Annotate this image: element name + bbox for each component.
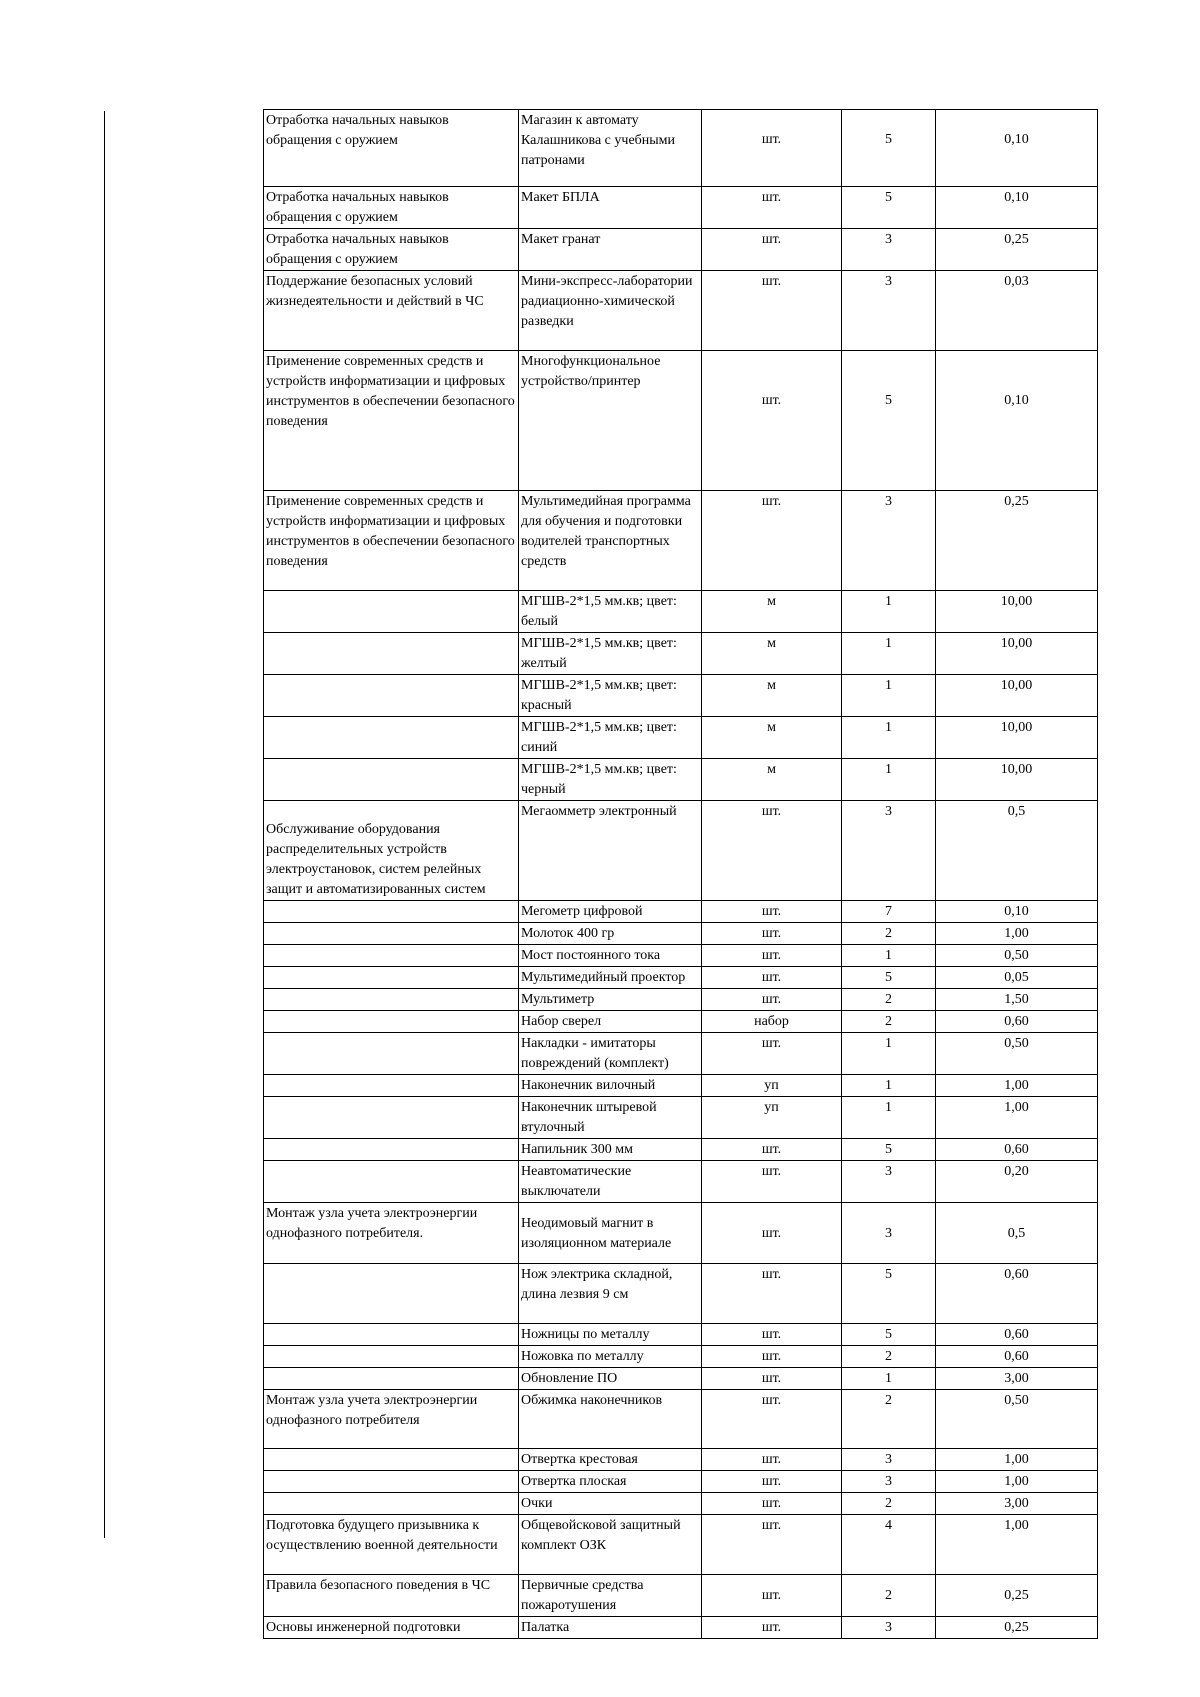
coefficient-cell: 10,00 (936, 633, 1098, 675)
coefficient-cell: 0,10 (936, 187, 1098, 229)
unit-cell: шт. (702, 351, 842, 491)
table-row (264, 633, 1098, 675)
table-row (264, 923, 1098, 945)
item-name-cell: Общевойсковой защитный комплект ОЗК (519, 1515, 702, 1575)
unit-cell: шт. (702, 901, 842, 923)
coefficient-cell: 0,50 (936, 1033, 1098, 1075)
table-row (264, 591, 1098, 633)
item-name-cell: Неодимовый магнит в изоляционном материале (519, 1203, 702, 1264)
table-row (264, 1390, 1098, 1449)
unit-cell: шт. (702, 1493, 842, 1515)
unit-cell: шт. (702, 1390, 842, 1449)
quantity-cell: 3 (842, 1203, 936, 1264)
unit-cell: м (702, 759, 842, 801)
coefficient-cell: 0,03 (936, 271, 1098, 351)
quantity-cell: 2 (842, 1011, 936, 1033)
table-row (264, 801, 1098, 901)
item-name-cell: Мультимедийный проектор (519, 967, 702, 989)
table-row (264, 1324, 1098, 1346)
section-cell (264, 1139, 519, 1161)
unit-cell: м (702, 633, 842, 675)
table-row (264, 1161, 1098, 1203)
quantity-cell: 3 (842, 1617, 936, 1639)
section-cell (264, 1368, 519, 1390)
page-margin-rule (104, 111, 105, 1538)
quantity-cell: 5 (842, 351, 936, 491)
section-cell (264, 1161, 519, 1203)
section-cell (264, 633, 519, 675)
table-row (264, 1575, 1098, 1617)
coefficient-cell: 0,60 (936, 1139, 1098, 1161)
coefficient-cell: 0,25 (936, 1575, 1098, 1617)
section-cell: Отработка начальных навыков обращения с оружием (264, 229, 519, 271)
section-cell: Отработка начальных навыков обращения с оружием (264, 110, 519, 187)
table-row (264, 1075, 1098, 1097)
quantity-cell: 5 (842, 110, 936, 187)
quantity-cell: 1 (842, 945, 936, 967)
unit-cell: шт. (702, 945, 842, 967)
item-name-cell: Ножницы по металлу (519, 1324, 702, 1346)
coefficient-cell: 3,00 (936, 1493, 1098, 1515)
item-name-cell: Макет БПЛА (519, 187, 702, 229)
coefficient-cell: 0,50 (936, 945, 1098, 967)
table-row (264, 1617, 1098, 1639)
unit-cell: м (702, 675, 842, 717)
item-name-cell: Отвертка плоская (519, 1471, 702, 1493)
section-cell (264, 945, 519, 967)
table-row (264, 491, 1098, 591)
unit-cell: шт. (702, 1324, 842, 1346)
coefficient-cell: 1,50 (936, 989, 1098, 1011)
item-name-cell: Мультиметр (519, 989, 702, 1011)
item-name-cell: Первичные средства пожаротушения (519, 1575, 702, 1617)
coefficient-cell: 1,00 (936, 1075, 1098, 1097)
section-cell (264, 901, 519, 923)
section-cell (264, 923, 519, 945)
section-cell (264, 1011, 519, 1033)
coefficient-cell: 0,60 (936, 1324, 1098, 1346)
item-name-cell: Мини-экспресс-лаборатории радиационно-химической разведки (519, 271, 702, 351)
item-name-cell: Молоток 400 гр (519, 923, 702, 945)
unit-cell: шт. (702, 1368, 842, 1390)
item-name-cell: Магазин к автомату Калашникова с учебными патронами (519, 110, 702, 187)
item-name-cell: Палатка (519, 1617, 702, 1639)
quantity-cell: 3 (842, 271, 936, 351)
item-name-cell: Обжимка наконечников (519, 1390, 702, 1449)
unit-cell: м (702, 591, 842, 633)
section-cell (264, 989, 519, 1011)
quantity-cell: 3 (842, 801, 936, 901)
table-row (264, 1346, 1098, 1368)
coefficient-cell: 1,00 (936, 923, 1098, 945)
item-name-cell: Мультимедийная программа для обучения и подготовки водителей транспортных средств (519, 491, 702, 591)
quantity-cell: 5 (842, 1139, 936, 1161)
unit-cell: шт. (702, 1515, 842, 1575)
section-cell: Основы инженерной подготовки (264, 1617, 519, 1639)
section-cell (264, 717, 519, 759)
table-row (264, 967, 1098, 989)
quantity-cell: 3 (842, 1471, 936, 1493)
section-cell: Обслуживание оборудования распределительных устройств электроустановок, систем релейных защит и автоматизированных систем (264, 801, 519, 901)
quantity-cell: 7 (842, 901, 936, 923)
section-cell (264, 1075, 519, 1097)
table-row (264, 989, 1098, 1011)
table-row (264, 1139, 1098, 1161)
section-cell (264, 675, 519, 717)
section-cell (264, 1033, 519, 1075)
item-name-cell: Неавтоматические выключатели (519, 1161, 702, 1203)
unit-cell: шт. (702, 1033, 842, 1075)
unit-cell: шт. (702, 1617, 842, 1639)
unit-cell: шт. (702, 1264, 842, 1324)
quantity-cell: 2 (842, 1346, 936, 1368)
section-cell (264, 1449, 519, 1471)
item-name-cell: МГШВ-2*1,5 мм.кв; цвет: желтый (519, 633, 702, 675)
coefficient-cell: 1,00 (936, 1515, 1098, 1575)
coefficient-cell: 1,00 (936, 1097, 1098, 1139)
unit-cell: шт. (702, 967, 842, 989)
table-row (264, 717, 1098, 759)
item-name-cell: Наконечник штыревой втулочный (519, 1097, 702, 1139)
section-cell (264, 1471, 519, 1493)
coefficient-cell: 10,00 (936, 759, 1098, 801)
section-cell: Отработка начальных навыков обращения с оружием (264, 187, 519, 229)
item-name-cell: Макет гранат (519, 229, 702, 271)
unit-cell: шт. (702, 1449, 842, 1471)
section-cell: Правила безопасного поведения в ЧС (264, 1575, 519, 1617)
unit-cell: набор (702, 1011, 842, 1033)
quantity-cell: 1 (842, 591, 936, 633)
item-name-cell: Мост постоянного тока (519, 945, 702, 967)
unit-cell: шт. (702, 1139, 842, 1161)
item-name-cell: Многофункциональное устройство/принтер (519, 351, 702, 491)
quantity-cell: 5 (842, 1324, 936, 1346)
section-cell (264, 1493, 519, 1515)
coefficient-cell: 0,25 (936, 1617, 1098, 1639)
section-cell: Подготовка будущего призывника к осуществлению военной деятельности (264, 1515, 519, 1575)
item-name-cell: Ножовка по металлу (519, 1346, 702, 1368)
table-row (264, 1368, 1098, 1390)
coefficient-cell: 0,25 (936, 229, 1098, 271)
unit-cell: шт. (702, 187, 842, 229)
table-row (264, 1033, 1098, 1075)
unit-cell: шт. (702, 1203, 842, 1264)
quantity-cell: 3 (842, 1449, 936, 1471)
coefficient-cell: 1,00 (936, 1471, 1098, 1493)
equipment-table-body (264, 110, 1098, 1639)
coefficient-cell: 0,50 (936, 1390, 1098, 1449)
unit-cell: шт. (702, 1471, 842, 1493)
table-row (264, 1493, 1098, 1515)
coefficient-cell: 10,00 (936, 717, 1098, 759)
unit-cell: шт. (702, 1346, 842, 1368)
item-name-cell: Напильник 300 мм (519, 1139, 702, 1161)
unit-cell: шт. (702, 989, 842, 1011)
item-name-cell: МГШВ-2*1,5 мм.кв; цвет: черный (519, 759, 702, 801)
section-cell: Монтаж узла учета электроэнергии однофазного потребителя (264, 1390, 519, 1449)
quantity-cell: 1 (842, 717, 936, 759)
quantity-cell: 2 (842, 989, 936, 1011)
table-row (264, 1515, 1098, 1575)
table-row (264, 759, 1098, 801)
coefficient-cell: 3,00 (936, 1368, 1098, 1390)
table-row (264, 1097, 1098, 1139)
quantity-cell: 2 (842, 923, 936, 945)
section-cell (264, 759, 519, 801)
quantity-cell: 1 (842, 633, 936, 675)
coefficient-cell: 0,10 (936, 110, 1098, 187)
item-name-cell: Мегометр цифровой (519, 901, 702, 923)
item-name-cell: МГШВ-2*1,5 мм.кв; цвет: белый (519, 591, 702, 633)
table-row (264, 271, 1098, 351)
section-cell: Применение современных средств и устройств информатизации и цифровых инструментов в обеспечении безопасного поведения (264, 351, 519, 491)
section-cell (264, 967, 519, 989)
quantity-cell: 3 (842, 229, 936, 271)
item-name-cell: Набор сверел (519, 1011, 702, 1033)
table-row (264, 229, 1098, 271)
quantity-cell: 1 (842, 1097, 936, 1139)
quantity-cell: 1 (842, 675, 936, 717)
unit-cell: м (702, 717, 842, 759)
item-name-cell: МГШВ-2*1,5 мм.кв; цвет: красный (519, 675, 702, 717)
coefficient-cell: 0,25 (936, 491, 1098, 591)
quantity-cell: 1 (842, 1368, 936, 1390)
unit-cell: шт. (702, 271, 842, 351)
quantity-cell: 5 (842, 187, 936, 229)
coefficient-cell: 0,5 (936, 1203, 1098, 1264)
table-row (264, 1449, 1098, 1471)
unit-cell: шт. (702, 1575, 842, 1617)
coefficient-cell: 10,00 (936, 675, 1098, 717)
item-name-cell: Обновление ПО (519, 1368, 702, 1390)
quantity-cell: 2 (842, 1575, 936, 1617)
section-cell (264, 1097, 519, 1139)
table-row (264, 187, 1098, 229)
item-name-cell: Очки (519, 1493, 702, 1515)
unit-cell: шт. (702, 1161, 842, 1203)
table-row (264, 675, 1098, 717)
item-name-cell: МГШВ-2*1,5 мм.кв; цвет: синий (519, 717, 702, 759)
quantity-cell: 5 (842, 967, 936, 989)
unit-cell: шт. (702, 801, 842, 901)
table-row (264, 1203, 1098, 1264)
coefficient-cell: 0,60 (936, 1011, 1098, 1033)
coefficient-cell: 0,5 (936, 801, 1098, 901)
unit-cell: шт. (702, 229, 842, 271)
unit-cell: уп (702, 1097, 842, 1139)
item-name-cell: Отвертка крестовая (519, 1449, 702, 1471)
coefficient-cell: 0,10 (936, 351, 1098, 491)
coefficient-cell: 1,00 (936, 1449, 1098, 1471)
unit-cell: шт. (702, 110, 842, 187)
quantity-cell: 3 (842, 1161, 936, 1203)
quantity-cell: 2 (842, 1390, 936, 1449)
unit-cell: шт. (702, 491, 842, 591)
item-name-cell: Мегаомметр электронный (519, 801, 702, 901)
table-row (264, 901, 1098, 923)
equipment-table (263, 109, 1098, 1639)
coefficient-cell: 0,60 (936, 1346, 1098, 1368)
quantity-cell: 4 (842, 1515, 936, 1575)
quantity-cell: 1 (842, 1075, 936, 1097)
coefficient-cell: 0,05 (936, 967, 1098, 989)
coefficient-cell: 0,60 (936, 1264, 1098, 1324)
table-row (264, 110, 1098, 187)
section-cell: Монтаж узла учета электроэнергии однофазного потребителя. (264, 1203, 519, 1264)
section-cell (264, 1346, 519, 1368)
table-row (264, 351, 1098, 491)
unit-cell: уп (702, 1075, 842, 1097)
quantity-cell: 3 (842, 491, 936, 591)
quantity-cell: 1 (842, 759, 936, 801)
section-cell (264, 1264, 519, 1324)
section-cell: Поддержание безопасных условий жизнедеятельности и действий в ЧС (264, 271, 519, 351)
table-row (264, 1264, 1098, 1324)
quantity-cell: 5 (842, 1264, 936, 1324)
coefficient-cell: 0,10 (936, 901, 1098, 923)
quantity-cell: 1 (842, 1033, 936, 1075)
item-name-cell: Наконечник вилочный (519, 1075, 702, 1097)
quantity-cell: 2 (842, 1493, 936, 1515)
section-cell: Применение современных средств и устройств информатизации и цифровых инструментов в обеспечении безопасного поведения (264, 491, 519, 591)
table-row (264, 1471, 1098, 1493)
section-cell (264, 591, 519, 633)
coefficient-cell: 10,00 (936, 591, 1098, 633)
unit-cell: шт. (702, 923, 842, 945)
item-name-cell: Накладки - имитаторы повреждений (комплект) (519, 1033, 702, 1075)
section-cell (264, 1324, 519, 1346)
table-row (264, 1011, 1098, 1033)
item-name-cell: Нож электрика складной, длина лезвия 9 см (519, 1264, 702, 1324)
coefficient-cell: 0,20 (936, 1161, 1098, 1203)
table-row (264, 945, 1098, 967)
